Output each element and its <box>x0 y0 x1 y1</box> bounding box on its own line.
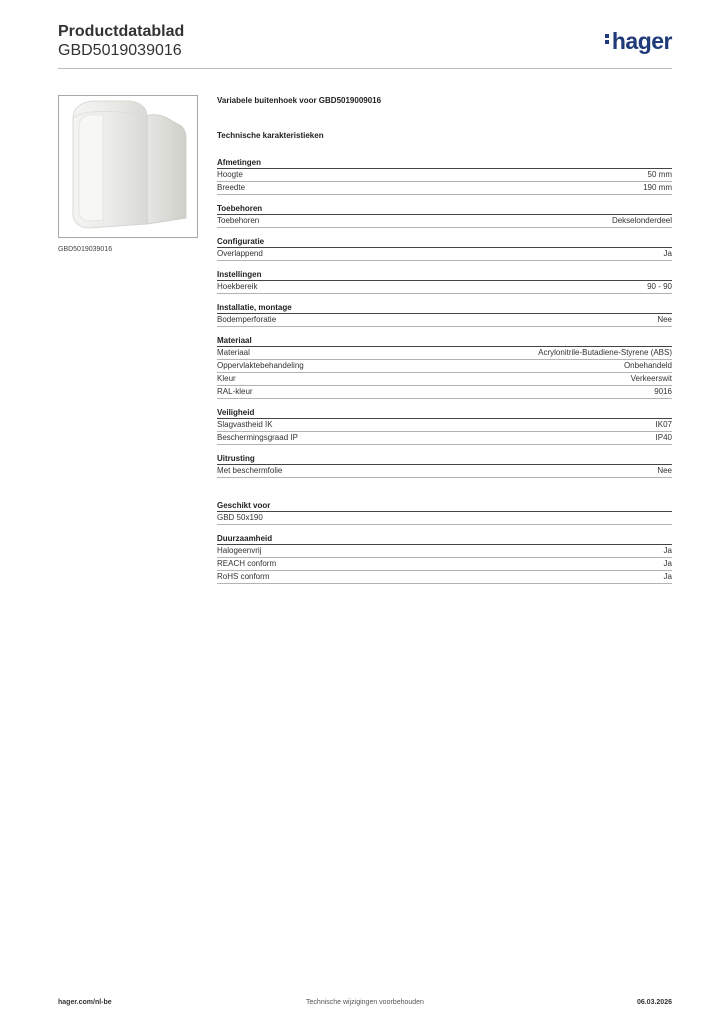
spec-label: GBD 50x190 <box>217 513 263 522</box>
spec-label: Materiaal <box>217 348 250 357</box>
spec-label: Toebehoren <box>217 216 260 225</box>
spec-label: Hoekbereik <box>217 282 258 291</box>
spec-row <box>217 432 672 445</box>
spec-value: Ja <box>663 249 672 258</box>
spec-row <box>217 558 672 571</box>
header-divider <box>58 68 672 69</box>
spec-value: Nee <box>657 315 672 324</box>
document-product-code: GBD5019039016 <box>58 42 182 59</box>
spec-row <box>217 182 672 195</box>
spec-value: Ja <box>663 572 672 581</box>
spec-label: Met beschermfolie <box>217 466 283 475</box>
spec-label: Beschermingsgraad IP <box>217 433 298 442</box>
spec-group-title: Afmetingen <box>217 156 672 169</box>
spec-label: Oppervlaktebehandeling <box>217 361 304 370</box>
spec-label: Hoogte <box>217 170 243 179</box>
spec-value: 190 mm <box>643 183 672 192</box>
cable-duct-corner-icon <box>59 96 197 237</box>
spec-value: Nee <box>657 466 672 475</box>
footer-notice: Technische wijzigingen voorbehouden <box>306 999 424 1006</box>
document-title: Productdatablad <box>58 23 185 40</box>
spec-group-duurzaamheid <box>217 532 672 584</box>
spec-row <box>217 248 672 261</box>
spec-group-configuratie <box>217 235 672 261</box>
spec-label: REACH conform <box>217 559 277 568</box>
spec-row <box>217 571 672 584</box>
product-description: Variabele buitenhoek voor GBD5019009016 <box>217 96 382 105</box>
spec-row <box>217 373 672 386</box>
spec-label: Overlappend <box>217 249 263 258</box>
logo-text: hager <box>611 28 672 54</box>
spec-row <box>217 215 672 228</box>
spec-value: Dekselonderdeel <box>611 216 672 225</box>
logo-colon-icon <box>605 32 610 46</box>
spec-group-title: Toebehoren <box>217 202 672 215</box>
spec-value: Acrylonitrile-Butadiene-Styrene (ABS) <box>538 348 672 357</box>
spec-group-uitrusting <box>217 452 672 478</box>
spec-label: Breedte <box>217 183 246 192</box>
spec-group-installatie <box>217 301 672 327</box>
spec-group-title: Veiligheid <box>217 406 672 419</box>
hager-logo[interactable] <box>605 28 672 55</box>
spec-value: 50 mm <box>647 170 672 179</box>
spec-value: Ja <box>663 546 672 555</box>
product-image <box>58 95 198 238</box>
spec-value: Ja <box>663 559 672 568</box>
spec-label: Kleur <box>217 374 236 383</box>
spec-group-geschikt-voor <box>217 499 672 525</box>
spec-row <box>217 545 672 558</box>
spec-value: Verkeerswit <box>630 374 672 383</box>
footer-website-link[interactable]: hager.com/nl-be <box>58 999 112 1006</box>
spec-groups <box>217 156 672 584</box>
spec-group-title: Configuratie <box>217 235 672 248</box>
spec-group-materiaal <box>217 334 672 399</box>
spec-value: 9016 <box>654 387 672 396</box>
spec-group-afmetingen <box>217 156 672 195</box>
spec-group-title: Materiaal <box>217 334 672 347</box>
spec-row <box>217 281 672 294</box>
footer-date: 06.03.2026 <box>636 999 672 1006</box>
spec-row <box>217 419 672 432</box>
spec-group-title: Geschikt voor <box>217 499 672 512</box>
product-details <box>217 96 672 591</box>
spec-group-title: Installatie, montage <box>217 301 672 314</box>
spec-row <box>217 347 672 360</box>
spec-row <box>217 512 672 525</box>
technical-characteristics-title: Technische karakteristieken <box>217 131 324 140</box>
spec-group-veiligheid <box>217 406 672 445</box>
spec-label: Bodemperforatie <box>217 315 277 324</box>
spec-row <box>217 386 672 399</box>
page-header <box>58 22 672 68</box>
spec-label: RoHS conform <box>217 572 270 581</box>
spec-group-title: Uitrusting <box>217 452 672 465</box>
spec-label: Halogeenvrij <box>217 546 262 555</box>
spec-label: RAL-kleur <box>217 387 253 396</box>
spec-value: 90 - 90 <box>647 282 672 291</box>
spec-label: Slagvastheid IK <box>217 420 273 429</box>
spec-row <box>217 169 672 182</box>
spec-row <box>217 360 672 373</box>
spec-value: IP40 <box>655 433 672 442</box>
image-caption: GBD5019039016 <box>58 246 113 253</box>
page-footer <box>58 999 672 1011</box>
spec-row <box>217 465 672 478</box>
spec-value: IK07 <box>655 420 672 429</box>
spec-group-toebehoren <box>217 202 672 228</box>
spec-group-title: Instellingen <box>217 268 672 281</box>
spec-group-title: Duurzaamheid <box>217 532 672 545</box>
spec-row <box>217 314 672 327</box>
spec-group-instellingen <box>217 268 672 294</box>
spec-value: Onbehandeld <box>623 361 672 370</box>
